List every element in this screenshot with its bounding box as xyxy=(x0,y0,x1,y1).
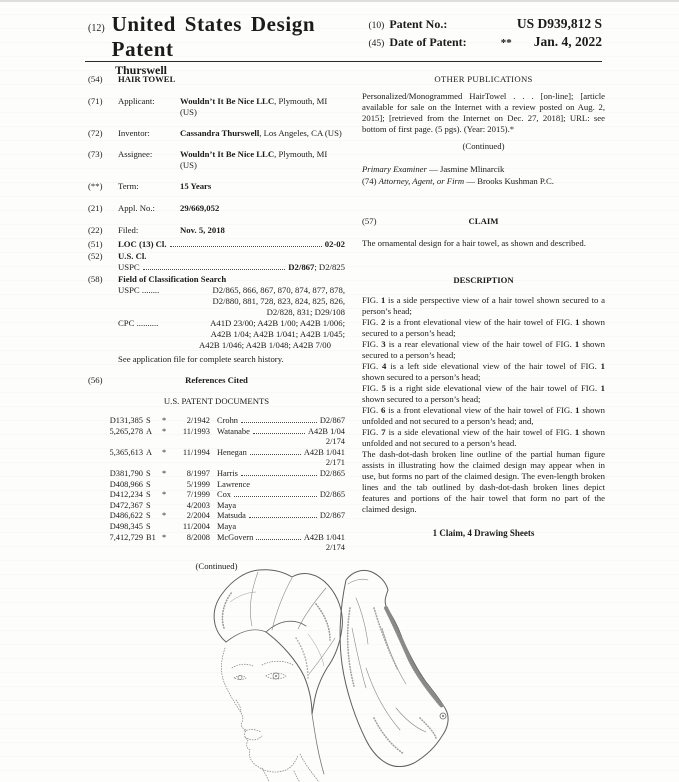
fos-cpc-label: CPC .......... xyxy=(118,318,159,328)
term-value: 15 Years xyxy=(180,181,212,191)
inventor-num: (72) xyxy=(88,128,103,138)
appl-no-field xyxy=(88,203,345,214)
reference-date: 2/1942 xyxy=(186,416,210,425)
references-continued: (Continued) xyxy=(195,560,238,571)
reference-kind-code: S xyxy=(146,500,151,510)
reference-date: 5/1999 xyxy=(186,479,210,489)
inventor-name: Cassandra Thurswell xyxy=(180,128,260,138)
dot-leader xyxy=(143,269,286,270)
assignee-value xyxy=(180,149,345,171)
reference-name-class xyxy=(213,448,345,459)
reference-kind-code: S xyxy=(146,511,151,521)
attorney-line xyxy=(362,176,605,187)
patent-number-label: Patent No.: xyxy=(389,17,448,31)
assignee-location: , Plymouth, MI (US) xyxy=(180,149,328,170)
reference-kind-code: A xyxy=(146,447,153,457)
scan-edge-strip xyxy=(0,0,679,2)
patent-number-row xyxy=(369,16,602,34)
other-publications-text: Personalized/Monogrammed HairTowel . . . [on-line]; [article available for sale on the Internet with a review posted on Aug. 2, 2015]; [retrieved from the Internet on Dec. 27, 2018]; URL: see bottom of first page. (5 pgs). (Year: 2015).* xyxy=(362,91,605,134)
reference-star: * xyxy=(162,447,167,457)
inventor-value xyxy=(180,128,345,139)
reference-date: 11/1994 xyxy=(182,447,210,457)
reference-continuation-class: 2/174 xyxy=(325,437,345,447)
assignee-name: Wouldn’t It Be Nice LLC xyxy=(180,149,275,159)
dot-leader xyxy=(256,539,301,540)
reference-continuation-class: 2/174 xyxy=(325,543,345,553)
dot-leader xyxy=(170,246,322,247)
reference-star xyxy=(162,480,171,491)
reference-date: 11/2004 xyxy=(182,521,210,531)
reference-classification: A42B 1/04 xyxy=(308,426,345,436)
broken-lines-note: The dash-dot-dash broken line outline of the partial human figure assists in illustrating how the claimed design may appear when in use, but forms no part of the claimed design. The even-length broken lines and the tab outlined by dash-dot-dash broken lines depict features and portions of the hair towel that form no part of the claimed design. xyxy=(362,449,605,514)
uscl-uspc-label: USPC xyxy=(118,262,140,272)
figure-description-line: FIG. 2 is a front elevational view of the hair towel of FIG. 1 shown secured to a person’s head; xyxy=(362,317,606,338)
fos-uspc-label: USPC ........ xyxy=(118,285,160,295)
fos-label: Field of Classification Search xyxy=(118,274,227,284)
left-column xyxy=(88,74,345,572)
attorney-label: Attorney, Agent, or Firm xyxy=(378,176,465,186)
figure-descriptions xyxy=(362,295,605,449)
reference-date: 8/2008 xyxy=(186,532,210,542)
reference-classification: D2/867 xyxy=(319,511,345,521)
title-field xyxy=(88,74,345,85)
term-field xyxy=(88,181,345,192)
dot-leader xyxy=(253,433,305,434)
reference-name-class xyxy=(213,490,345,501)
reference-number: 5,265,278 xyxy=(109,426,143,436)
claim-heading xyxy=(362,216,605,227)
applicant-field xyxy=(88,96,345,118)
reference-name-class xyxy=(213,427,345,438)
figure-description-line: FIG. 6 is a front elevational view of the hair towel of FIG. 1 shown unfolded and not secured to a person’s head; and, xyxy=(362,405,606,426)
loc-label: LOC (13) Cl. xyxy=(118,239,167,249)
references-table xyxy=(97,416,345,554)
reference-inventor-name: Matsuda xyxy=(217,511,246,521)
patent-header xyxy=(88,12,602,78)
woman-with-towel-figure xyxy=(214,570,342,782)
reference-star: * xyxy=(162,490,167,500)
primary-examiner-name: — Jasmine Mlinarcik xyxy=(426,164,505,174)
reference-continuation-class: 2/171 xyxy=(325,458,345,468)
figure-description-line: FIG. 4 is a left side elevational view of the hair towel of FIG. 1 shown secured to a person’s head; xyxy=(362,361,605,382)
reference-kind-code: A xyxy=(146,426,153,436)
reference-name-class xyxy=(213,469,345,480)
loc-line xyxy=(118,239,345,250)
reference-kind-code: S xyxy=(146,521,151,531)
us-patent-documents-heading: U.S. PATENT DOCUMENTS xyxy=(163,396,270,406)
towel-button-center xyxy=(442,715,444,717)
reference-kind-code: B1 xyxy=(146,532,156,542)
hair-towel-patent-drawing xyxy=(196,568,466,782)
reference-star xyxy=(162,522,171,533)
reference-inventor-name: Crohn xyxy=(217,416,238,425)
date-value: Jan. 4, 2022 xyxy=(533,34,602,49)
right-column xyxy=(362,74,605,572)
description-heading: DESCRIPTION xyxy=(453,275,514,285)
reference-number: D408,966 xyxy=(109,479,143,489)
attorney-num: (74) xyxy=(362,176,377,186)
reference-classification: A42B 1/041 xyxy=(303,532,345,542)
reference-star: * xyxy=(162,426,167,436)
appl-no-num: (21) xyxy=(88,203,103,213)
applicant-num: (71) xyxy=(88,96,103,106)
reference-kind-code: S xyxy=(146,479,151,489)
page-title: United States Design Patent xyxy=(111,12,316,61)
patent-drawing-svg xyxy=(196,568,466,782)
dot-leader xyxy=(241,475,317,476)
fos-cpc-classes-3: A42B 1/046; A42B 1/048; A42B 7/00 xyxy=(198,340,331,350)
applicant-name: Wouldn’t It Be Nice LLC xyxy=(180,96,275,106)
fos-uspc-line1 xyxy=(118,285,345,296)
reference-inventor-name: Maya xyxy=(217,500,237,510)
reference-number: D381,790 xyxy=(109,468,143,478)
reference-inventor-name: McGovern xyxy=(217,532,254,542)
reference-star xyxy=(162,501,171,512)
reference-kind-code: S xyxy=(146,468,151,478)
loc-value: 02-02 xyxy=(324,239,345,249)
applicant-location: , Plymouth, MI (US) xyxy=(180,96,328,117)
references-title: References Cited xyxy=(185,375,248,385)
inventor-location: , Los Angeles, CA (US) xyxy=(259,128,342,138)
reference-classification: D2/867 xyxy=(319,416,345,425)
loc-class-field xyxy=(88,239,345,250)
reference-date: 4/2003 xyxy=(186,500,210,510)
term-label: Term: xyxy=(118,181,139,191)
reference-name-class xyxy=(213,480,345,491)
other-publications-heading: OTHER PUBLICATIONS xyxy=(434,74,533,84)
reference-row xyxy=(97,501,345,512)
reference-star: * xyxy=(162,468,167,478)
fos-uspc-classes-3: D2/828, 831; D29/108 xyxy=(266,307,345,317)
figure-description-line: FIG. 1 is a side perspective view of a hair towel shown secured to a person’s head; xyxy=(362,295,605,316)
reference-name-class xyxy=(213,533,345,544)
reference-kind-code: S xyxy=(146,490,151,500)
reference-date: 7/1999 xyxy=(186,490,210,500)
term-num: (**) xyxy=(88,181,103,191)
date-code: (45) xyxy=(368,39,385,49)
reference-row xyxy=(97,522,345,533)
appl-no-label: Appl. No.: xyxy=(118,203,155,213)
inventor-surname: Thurswell xyxy=(115,63,168,77)
reference-number: D472,367 xyxy=(109,500,143,510)
field-of-search xyxy=(88,274,345,351)
dot-leader xyxy=(234,496,317,497)
reference-number: D412,234 xyxy=(109,490,143,500)
date-of-patent-row xyxy=(369,34,602,52)
reference-name-class xyxy=(213,522,345,533)
reference-name-class xyxy=(213,501,345,512)
patent-number-code: (10) xyxy=(368,21,385,31)
loc-num: (51) xyxy=(88,239,103,249)
reference-classification: D2/865 xyxy=(319,490,345,500)
primary-examiner-line xyxy=(362,164,605,175)
filed-field xyxy=(88,225,345,236)
patent-number-value: US D939,812 S xyxy=(516,16,602,31)
reference-number: D131,385 xyxy=(109,416,143,425)
invention-title: HAIR TOWEL xyxy=(118,74,176,84)
reference-star: * xyxy=(162,532,167,542)
claim-title: CLAIM xyxy=(468,216,499,226)
publications-continued: (Continued) xyxy=(462,141,505,151)
applicant-value xyxy=(180,96,345,118)
inventor-label: Inventor: xyxy=(118,128,150,138)
header-left xyxy=(88,12,369,78)
attorney-name: — Brooks Kushman P.C. xyxy=(464,176,554,186)
reference-inventor-name: Watanabe xyxy=(217,426,250,436)
fos-cpc-classes-2: A42B 1/04; A42B 1/041; A42B 1/045; xyxy=(210,329,345,339)
reference-date: 2/2004 xyxy=(186,511,210,521)
figure-description-line: FIG. 5 is a right side elevational view of the hair towel of FIG. 1 shown secured to a person’s head; xyxy=(362,383,605,404)
reference-number: 5,365,613 xyxy=(109,447,143,457)
reference-number: 7,412,729 xyxy=(109,532,143,542)
header-divider xyxy=(85,61,602,62)
towel-side-view-figure xyxy=(340,570,448,766)
two-column-body xyxy=(88,74,605,572)
assignee-field xyxy=(88,149,345,171)
dot-leader xyxy=(250,454,301,455)
reference-row xyxy=(97,490,345,501)
appl-no-value: 29/669,052 xyxy=(180,203,220,213)
fos-cpc-classes-1: A41D 23/00; A42B 1/00; A42B 1/006; xyxy=(210,318,345,328)
reference-number: D498,345 xyxy=(109,521,143,531)
reference-kind-code: S xyxy=(146,416,151,425)
reference-star: * xyxy=(162,511,167,521)
reference-row xyxy=(97,448,345,459)
reference-inventor-name: Harris xyxy=(217,468,238,478)
claims-sheets-footer: 1 Claim, 4 Drawing Sheets xyxy=(432,528,535,538)
term-asterisks: ** xyxy=(500,37,512,49)
references-num: (56) xyxy=(88,375,103,385)
fos-uspc-classes-1: D2/865, 866, 867, 870, 874, 877, 878, xyxy=(212,285,345,295)
reference-name-class xyxy=(213,416,345,427)
dot-leader xyxy=(249,517,317,518)
applicant-label: Applicant: xyxy=(118,96,155,106)
us-class-field xyxy=(88,251,345,273)
reference-name-class xyxy=(213,511,345,522)
fos-cpc-line1 xyxy=(118,318,345,329)
uscl-uspc-line xyxy=(118,262,345,273)
reference-row xyxy=(97,427,345,438)
reference-classification: A42B 1/041 xyxy=(303,447,345,457)
face-outline xyxy=(221,648,319,782)
uscl-block xyxy=(118,251,345,273)
reference-inventor-name: Henegan xyxy=(217,447,247,457)
filed-value: Nov. 5, 2018 xyxy=(180,225,225,235)
reference-star: * xyxy=(162,416,167,425)
primary-examiner-label: Primary Examiner xyxy=(362,164,427,174)
uscl-label: U.S. Cl. xyxy=(118,251,147,261)
uscl-secondary-class: ; D2/825 xyxy=(314,262,345,272)
reference-row xyxy=(97,416,345,427)
reference-classification: D2/865 xyxy=(319,468,345,478)
reference-date: 8/1997 xyxy=(186,468,210,478)
uscl-primary-class: D2/867 xyxy=(288,262,315,272)
figure-description-line: FIG. 7 is a side elevational view of the hair towel of FIG. 1 shown unfolded and not secured to a person’s head. xyxy=(362,427,606,448)
reference-inventor-name: Cox xyxy=(217,490,231,500)
fos-lines xyxy=(118,274,345,351)
assignee-label: Assignee: xyxy=(118,149,153,159)
uscl-num: (52) xyxy=(88,251,103,261)
figure-description-line: FIG. 3 is a rear elevational view of the hair towel of FIG. 1 shown secured to a person’s head; xyxy=(362,339,606,360)
reference-inventor-name: Lawrence xyxy=(217,479,251,489)
reference-row xyxy=(97,469,345,480)
reference-row xyxy=(97,511,345,522)
dot-leader xyxy=(241,422,317,423)
fos-uspc-classes-2: D2/880, 881, 728, 823, 824, 825, 826, xyxy=(212,296,345,306)
fos-num: (58) xyxy=(88,274,103,284)
title-field-num: (54) xyxy=(88,74,103,84)
reference-number: D486,622 xyxy=(109,511,143,521)
reference-inventor-name: Maya xyxy=(217,521,237,531)
date-label: Date of Patent: xyxy=(389,35,467,49)
inventor-field xyxy=(88,128,345,139)
filed-label: Filed: xyxy=(118,225,139,235)
claim-text: The ornamental design for a hair towel, as shown and described. xyxy=(362,238,586,248)
filed-num: (22) xyxy=(88,225,103,235)
kind-code-number: (12) xyxy=(88,23,105,34)
header-right xyxy=(369,12,602,78)
search-history-note: See application file for complete search history. xyxy=(118,354,284,364)
claim-num: (57) xyxy=(362,216,377,226)
reference-row xyxy=(97,533,345,544)
reference-date: 11/1993 xyxy=(182,426,210,436)
references-cited-heading xyxy=(88,375,345,386)
reference-row xyxy=(97,480,345,491)
assignee-num: (73) xyxy=(88,149,103,159)
